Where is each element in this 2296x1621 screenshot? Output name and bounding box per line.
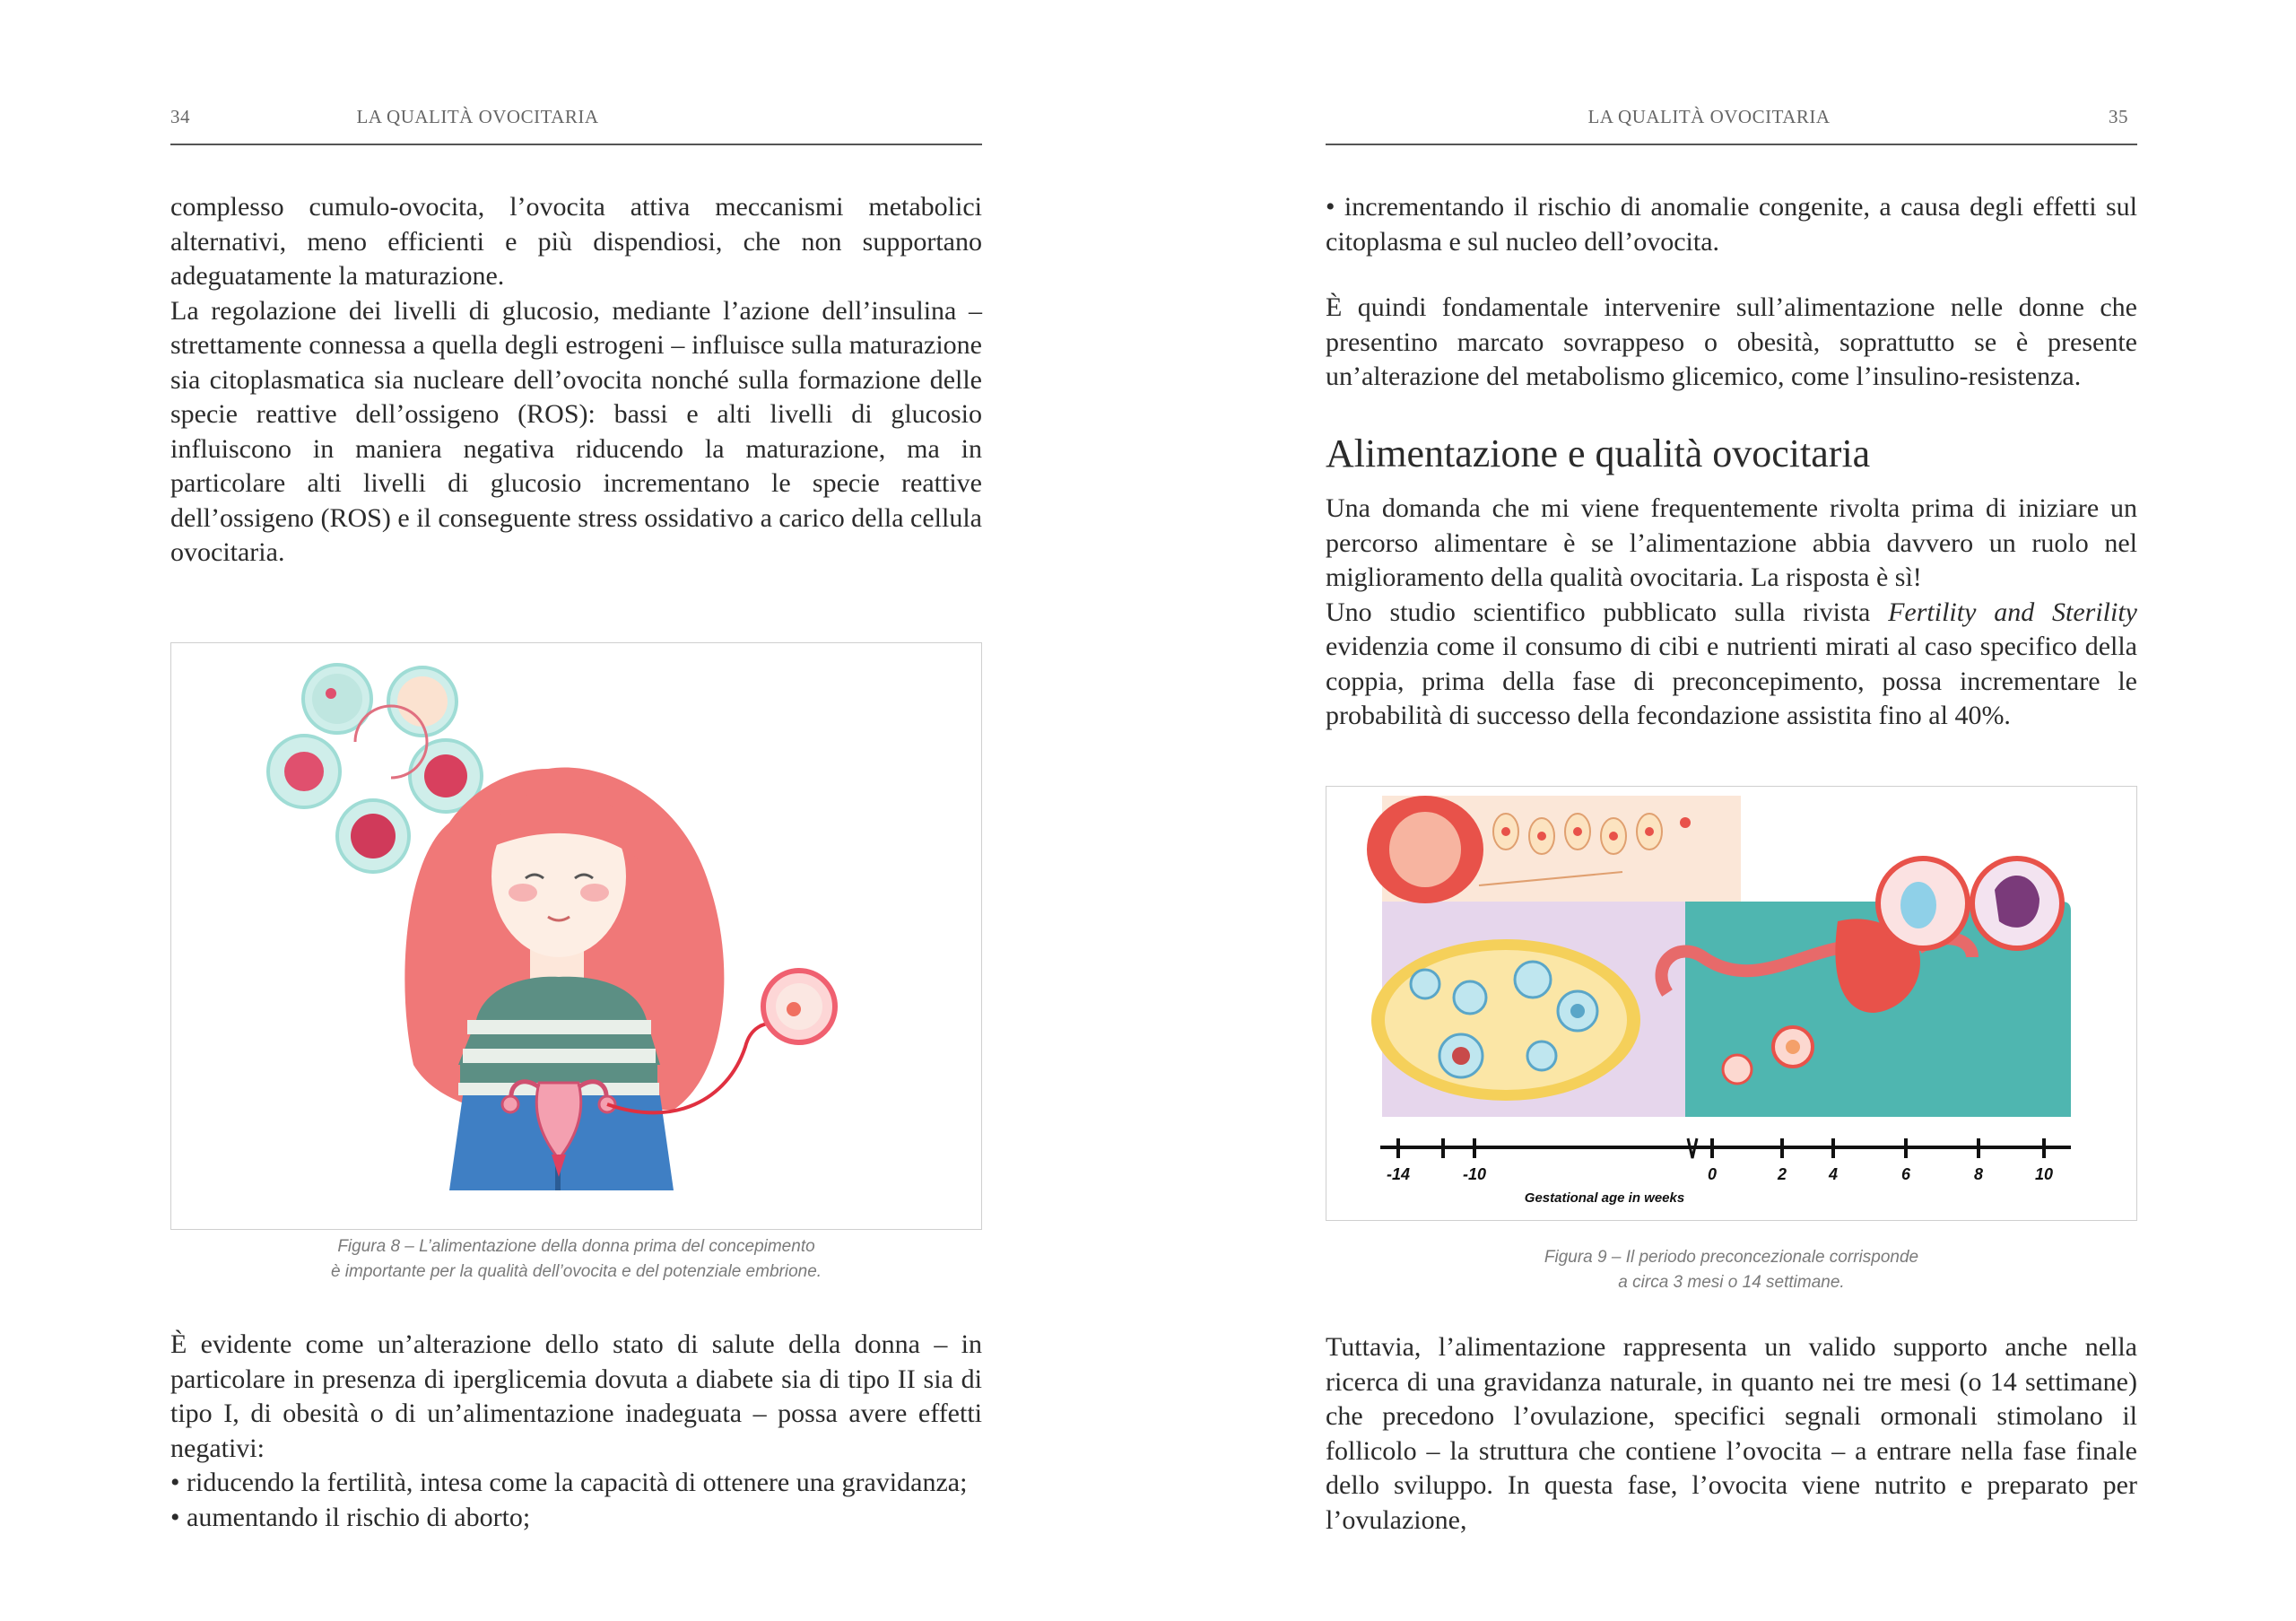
tick-label: 2 bbox=[1777, 1165, 1787, 1183]
paragraph: È quindi fondamentale intervenire sull’alimentazione nelle donne che presentino marcato sovrappeso o obesità, soprattutto se è presente un’alterazione del metabolismo glicemico, come l’insulino-resistenza. bbox=[1326, 292, 2137, 391]
paragraph: complesso cumulo-ovocita, l’ovocita attiva meccanismi metabolici alternativi, meno efficienti e più dispendiosi, che non supportano adeguatamente la maturazione. bbox=[170, 192, 982, 291]
body-text-bottom bbox=[170, 1328, 982, 1535]
woman-illustration bbox=[171, 643, 981, 1229]
page-number: 35 bbox=[2109, 106, 2128, 127]
text-run: evidenzia come il consumo di cibi e nutrienti mirati al caso specifico della coppia, prima della fase di preconcepimento, possa incrementare le probabilità di successo della fecondazione assistita fino al 40%. bbox=[1326, 632, 2137, 730]
ovum-icon bbox=[763, 971, 835, 1042]
caption-line: Figura 9 – Il periodo preconcezionale corrisponde bbox=[1544, 1248, 1919, 1267]
tick-label: 0 bbox=[1707, 1165, 1718, 1183]
figure-9-caption bbox=[1326, 1245, 2137, 1295]
bullet-item: • incrementando il rischio di anomalie congenite, a causa degli effetti sul citoplasma e sul nucleo dell’ovocita. bbox=[1326, 190, 2137, 259]
right-page bbox=[1326, 0, 2137, 1621]
text-run: Uno studio scientifico pubblicato sulla rivista bbox=[1326, 597, 1889, 627]
running-title: LA QUALITÀ OVOCITARIA bbox=[356, 106, 599, 127]
tick-label: 10 bbox=[2034, 1165, 2054, 1183]
caption-line: Figura 8 – L’alimentazione della donna prima del concepimento bbox=[337, 1237, 815, 1256]
timeline-axis-label: Gestational age in weeks bbox=[1524, 1190, 1685, 1206]
tick-label: -14 bbox=[1386, 1165, 1411, 1183]
running-head bbox=[170, 100, 982, 145]
figure-8-caption bbox=[170, 1234, 982, 1285]
paragraph: Una domanda che mi viene frequentemente rivolta prima di iniziare un percorso alimentare è se l’alimentazione abbia davvero un ruolo nel miglioramento della qualità ovocitaria. La risposta è sì! bbox=[1326, 493, 2137, 592]
page-number: 34 bbox=[170, 106, 190, 127]
bullet-item: • riducendo la fertilità, intesa come la capacità di ottenere una gravidanza; bbox=[170, 1466, 982, 1501]
paragraph bbox=[1326, 596, 2137, 734]
running-head bbox=[1326, 100, 2137, 145]
paragraph: È evidente come un’alterazione dello stato di salute della donna – in particolare in presenza di iperglicemia dovuta a diabete sia di tipo II sia di tipo I, di obesità o di un’alimentazione inadeguata – possa avere effetti negativi: bbox=[170, 1329, 982, 1463]
left-page bbox=[170, 0, 982, 1621]
caption-line: a circa 3 mesi o 14 settimane. bbox=[1618, 1273, 1845, 1292]
caption-line: è importante per la qualità dell’ovocita e del potenziale embrione. bbox=[330, 1262, 822, 1281]
figure-8-illustration bbox=[170, 642, 982, 1230]
figure-9-illustration bbox=[1326, 786, 2137, 1221]
timeline-axis bbox=[1380, 1138, 2071, 1158]
tick-label: 8 bbox=[1973, 1165, 1984, 1183]
body-text-para1 bbox=[1326, 291, 2137, 395]
paragraph: La regolazione dei livelli di glucosio, mediante l’azione dell’insulina – strettamente connessa a quella degli estrogeni – influisce sulla maturazione sia citoplasmatica sia nucleare dell’ovocita nonché sulla formazione delle specie reattive dell’ossigeno (ROS): bassi e alti livelli di glucosio influiscono in maniera negativa riducendo la maturazione, ma in particolare alti livelli di glucosio incrementano le specie reattive dell’ossigeno (ROS) e il conseguente stress ossidativo a carico della cellula ovocitaria. bbox=[170, 295, 982, 567]
section-heading: Alimentazione e qualità ovocitaria bbox=[1326, 431, 1871, 475]
body-text-top bbox=[170, 190, 982, 571]
paragraph: Tuttavia, l’alimentazione rappresenta un valido supporto anche nella ricerca di una gravidanza naturale, in quanto nei tre mesi (o 14 settimane) che precedono l’ovulazione, specifici segnali ormonali stimolano il follicolo – la struttura che contiene l’ovocita – a entrare nella fase finale dello sviluppo. In questa fase, l’ovocita viene nutrito e preparato per l’ovulazione, bbox=[1326, 1332, 2137, 1535]
tick-label: 4 bbox=[1828, 1165, 1839, 1183]
body-text-top bbox=[1326, 190, 2137, 259]
body-text-para2 bbox=[1326, 492, 2137, 734]
conception-timeline-illustration bbox=[1326, 787, 2136, 1220]
journal-title: Fertility and Sterility bbox=[1888, 597, 2137, 627]
body-text-bottom bbox=[1326, 1330, 2137, 1538]
running-title: LA QUALITÀ OVOCITARIA bbox=[1587, 106, 1831, 127]
tick-label: -10 bbox=[1462, 1165, 1487, 1183]
tick-label: 6 bbox=[1900, 1165, 1911, 1183]
bullet-item: • aumentando il rischio di aborto; bbox=[170, 1501, 982, 1536]
